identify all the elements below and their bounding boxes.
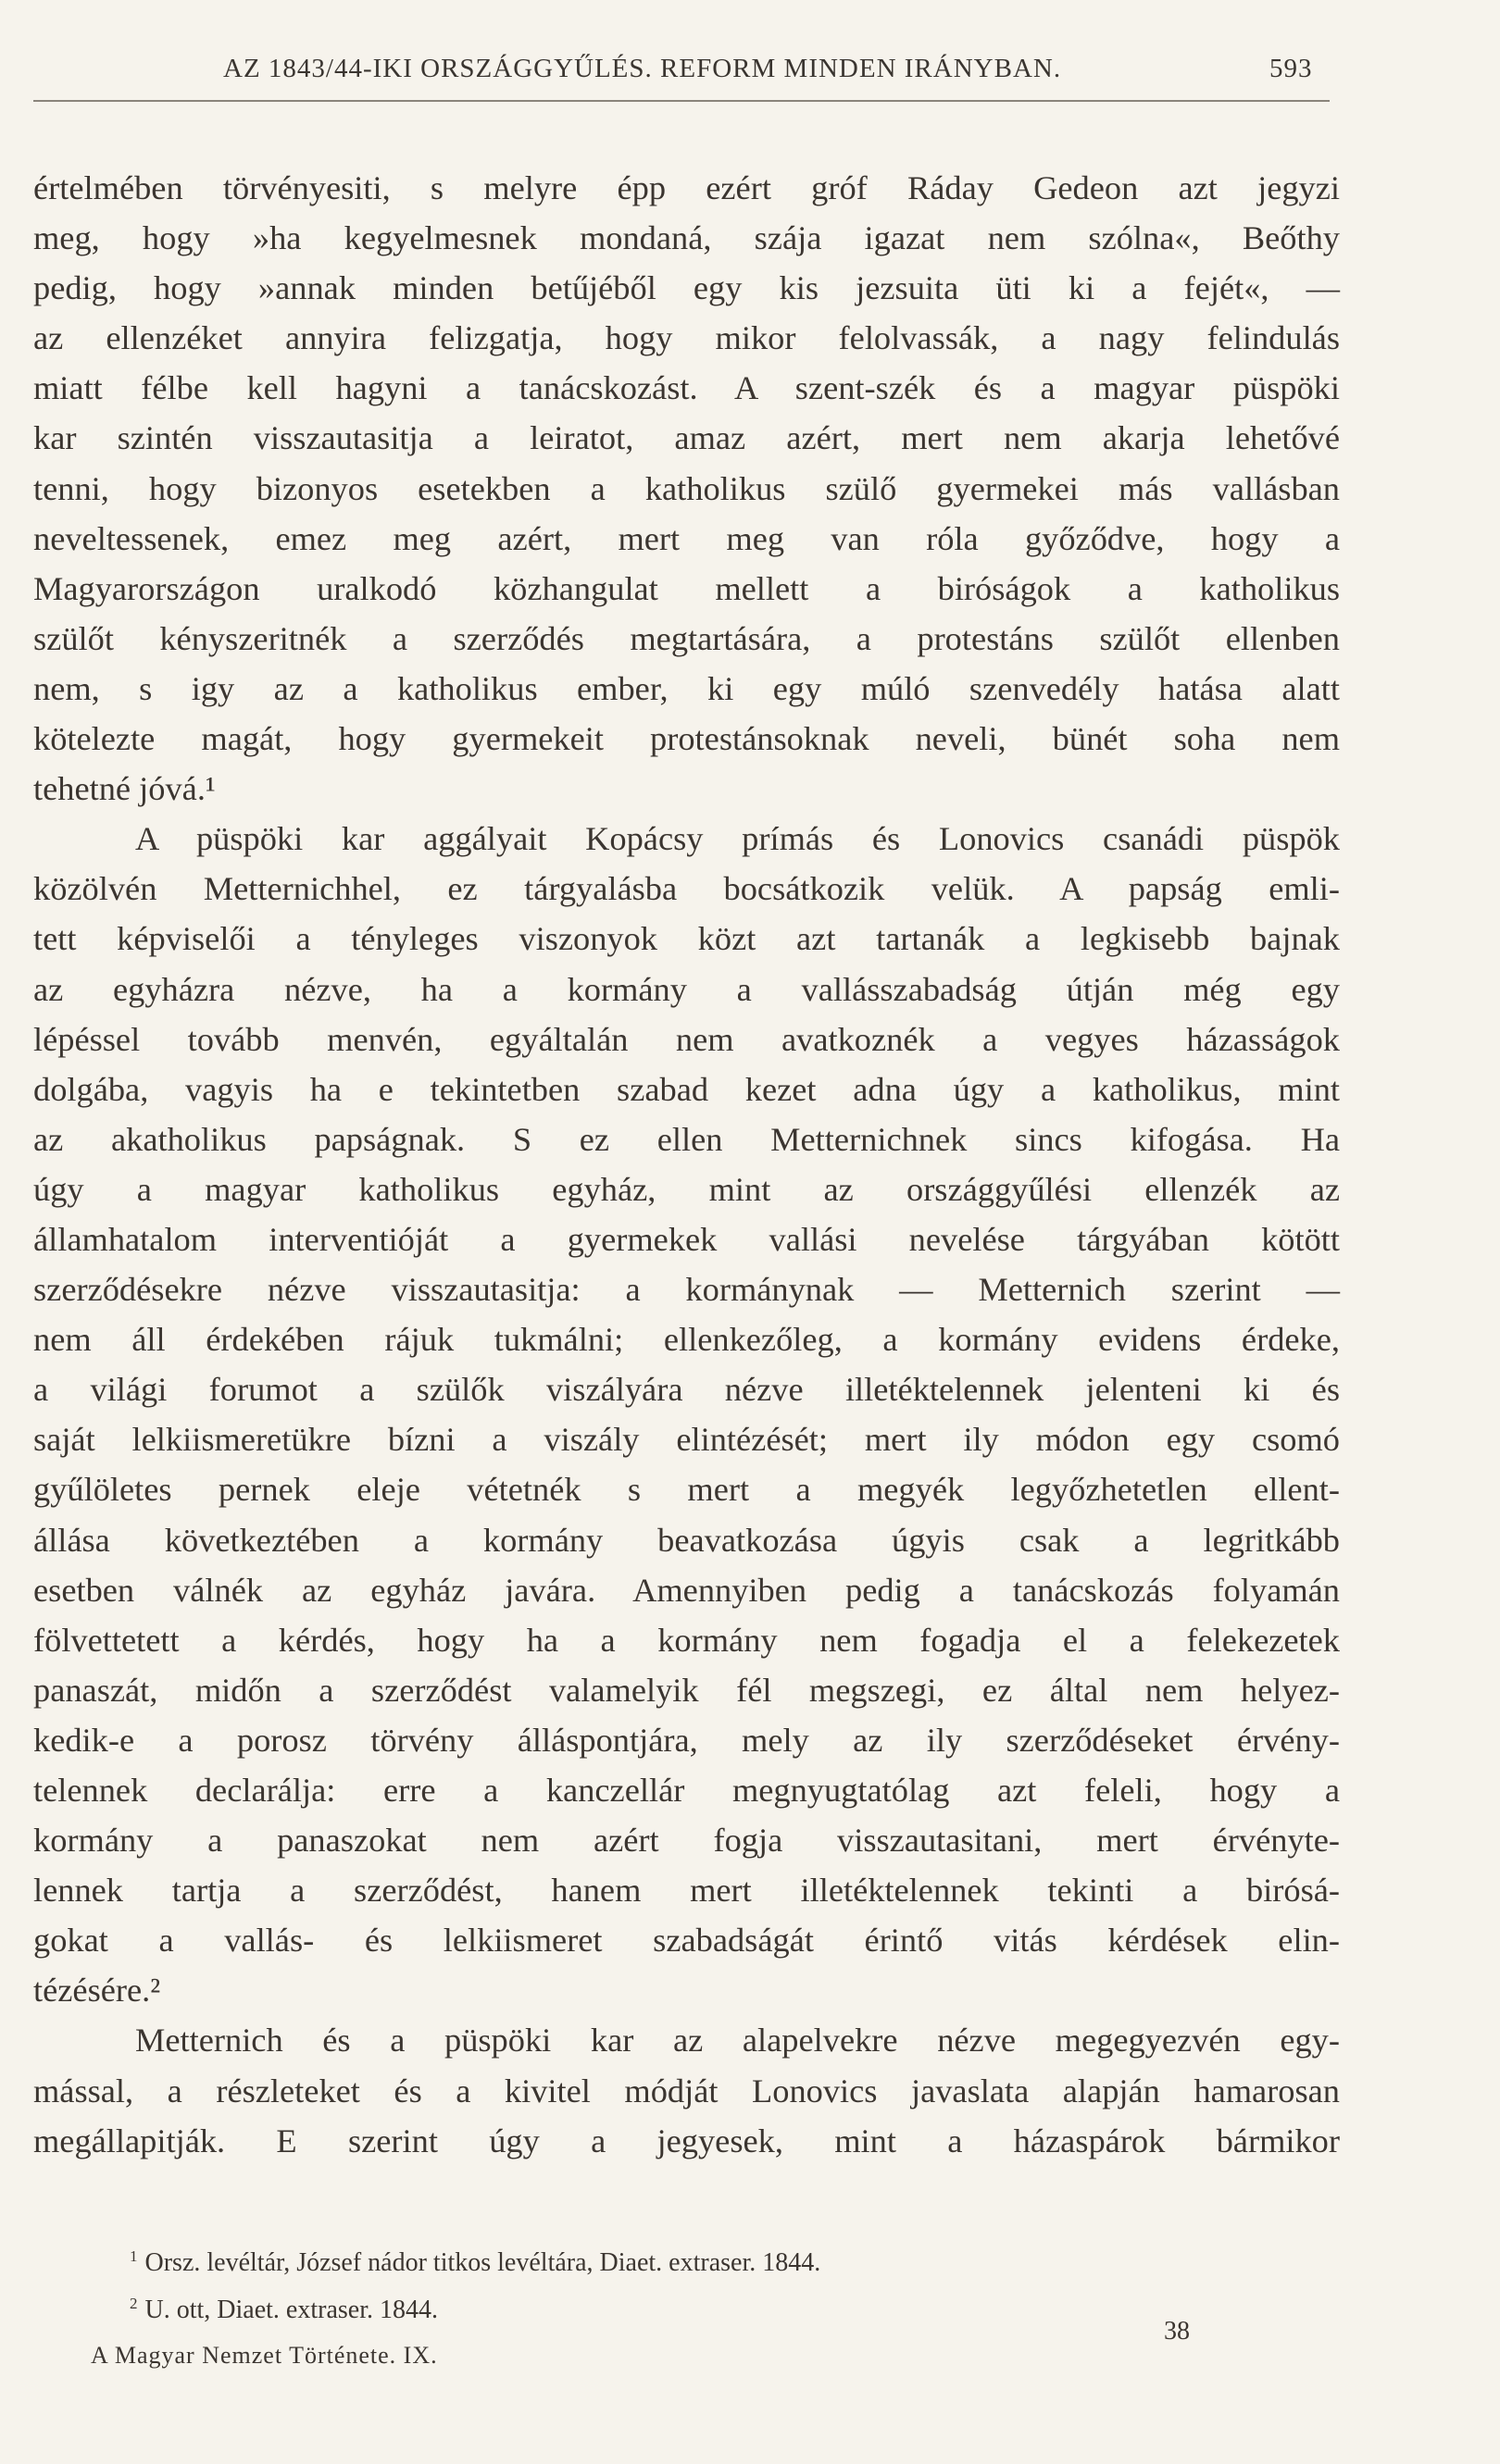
footnote-text: Orsz. levéltár, József nádor titkos levéltára, Diaet. extraser. 1844. xyxy=(144,2248,821,2277)
text-line: meg, hogy »ha kegyelmesnek mondaná, szája igazat nem szólna«, Beőthy xyxy=(33,219,1340,257)
text-line: megállapitják. E szerint úgy a jegyesek, mint a házaspárok bármikor xyxy=(33,2122,1340,2159)
running-header xyxy=(33,48,1330,94)
text-line: úgy a magyar katholikus egyház, mint az országgyűlési ellenzék az xyxy=(33,1170,1340,1208)
footnote-mark: 1 xyxy=(130,2247,138,2265)
text-line: nem, s igy az a katholikus ember, ki egy múló szenvedély hatása alatt xyxy=(33,669,1340,707)
text-line: esetben válnék az egyház javára. Amennyiben pedig a tanácskozás folyamán xyxy=(33,1571,1340,1609)
footnotes xyxy=(130,2236,1148,2331)
text-line: állása következtében a kormány beavatkozása úgyis csak a legritkább xyxy=(33,1521,1340,1559)
text-line: lépéssel tovább menvén, egyáltalán nem avatkoznék a vegyes házasságok xyxy=(33,1020,1340,1058)
text-line: gyűlöletes pernek eleje vétetnék s mert a megyék legyőzhetetlen ellent- xyxy=(33,1471,1340,1509)
text-line: kötelezte magát, hogy gyermekeit protestánsoknak neveli, bünét soha nem xyxy=(33,720,1340,758)
text-line: tehetné jóvá.¹ xyxy=(33,770,216,808)
text-line: panaszát, midőn a szerződést valamelyik fél megszegi, ez által nem helyez- xyxy=(33,1671,1340,1709)
text-line: miatt félbe kell hagyni a tanácskozást. A szent-szék és a magyar püspöki xyxy=(33,369,1340,407)
text-line: telennek declarálja: erre a kanczellár megnyugtatólag azt feleli, hogy a xyxy=(33,1772,1340,1809)
text-line: Metternich és a püspöki kar az alapelvekre nézve megegyezvén egy- xyxy=(135,2022,1340,2060)
text-line: gokat a vallás- és lelkiismeret szabadságát érintő vitás kérdések elin- xyxy=(33,1922,1340,1960)
text-line: nem áll érdekében rájuk tukmálni; ellenkezőleg, a kormány evidens érdeke, xyxy=(33,1321,1340,1359)
text-line: saját lelkiismeretükre bízni a viszály elintézését; mert ily módon egy csomó xyxy=(33,1421,1340,1459)
text-line: tenni, hogy bizonyos esetekben a katholikus szülő gyermekei más vallásban xyxy=(33,469,1340,507)
footnote-text: U. ott, Diaet. extraser. 1844. xyxy=(144,2296,438,2324)
text-line: tett képviselői a tényleges viszonyok közt azt tartanák a legkisebb bajnak xyxy=(33,920,1340,958)
footnote xyxy=(130,2236,1148,2284)
text-line: lennek tartja a szerződést, hanem mert illetéktelennek tekinti a birósá- xyxy=(33,1872,1340,1910)
footnote xyxy=(130,2284,1148,2331)
header-rule xyxy=(33,100,1330,102)
text-line: dolgába, vagyis ha e tekintetben szabad kezet adna úgy a katholikus, mint xyxy=(33,1070,1340,1108)
text-line: közölvén Metternichhel, ez tárgyalásba bocsátkozik velük. A papság emli- xyxy=(33,870,1340,908)
printer-signature: A Magyar Nemzet Története. IX. xyxy=(91,2342,438,2369)
text-line: a világi forumot a szülők viszályára nézve illetéktelennek jelenteni ki és xyxy=(33,1371,1340,1409)
text-line: neveltessenek, emez meg azért, mert meg van róla győződve, hogy a xyxy=(33,519,1340,557)
text-line: az egyházra nézve, ha a kormány a vallásszabadság útján még egy xyxy=(33,970,1340,1008)
text-line: Magyarországon uralkodó közhangulat mellett a biróságok a katholikus xyxy=(33,569,1340,607)
sheet-number: 38 xyxy=(1164,2317,1190,2346)
text-line: fölvettetett a kérdés, hogy ha a kormány nem fogadja el a felekezetek xyxy=(33,1621,1340,1659)
text-line: A püspöki kar aggályait Kopácsy prímás és Lonovics csanádi püspök xyxy=(135,820,1340,858)
text-line: szerződésekre nézve visszautasitja: a kormánynak — Metternich szerint — xyxy=(33,1271,1340,1309)
text-line: államhatalom interventióját a gyermekek vallási nevelése tárgyában kötött xyxy=(33,1220,1340,1258)
page-number: 593 xyxy=(1269,54,1313,83)
text-line: az ellenzéket annyira felizgatja, hogy mikor felolvassák, a nagy felindulás xyxy=(33,319,1340,357)
text-line: kedik-e a porosz törvény álláspontjára, mely az ily szerződéseket érvény- xyxy=(33,1721,1340,1759)
text-line: szülőt kényszeritnék a szerződés megtartására, a protestáns szülőt ellenben xyxy=(33,619,1340,657)
body-text xyxy=(33,163,1340,2166)
text-line: kar szintén visszautasitja a leiratot, amaz azért, mert nem akarja lehetővé xyxy=(33,419,1340,457)
text-line: tézésére.² xyxy=(33,1972,161,2010)
text-line: pedig, hogy »annak minden betűjéből egy kis jezsuita üti ki a fejét«, — xyxy=(33,269,1340,307)
footnote-mark: 2 xyxy=(130,2295,138,2312)
text-line: értelmében törvényesiti, s melyre épp ezért gróf Ráday Gedeon azt jegyzi xyxy=(33,169,1340,206)
running-title: AZ 1843/44-IKI ORSZÁGGYŰLÉS. REFORM MINDEN IRÁNYBAN. xyxy=(223,54,1062,83)
text-line: mással, a részleteket és a kivitel módját Lonovics javaslata alapján hamarosan xyxy=(33,2072,1340,2109)
text-line: kormány a panaszokat nem azért fogja visszautasitani, mert érvényte- xyxy=(33,1822,1340,1860)
text-line: az akatholikus papságnak. S ez ellen Metternichnek sincs kifogása. Ha xyxy=(33,1120,1340,1158)
